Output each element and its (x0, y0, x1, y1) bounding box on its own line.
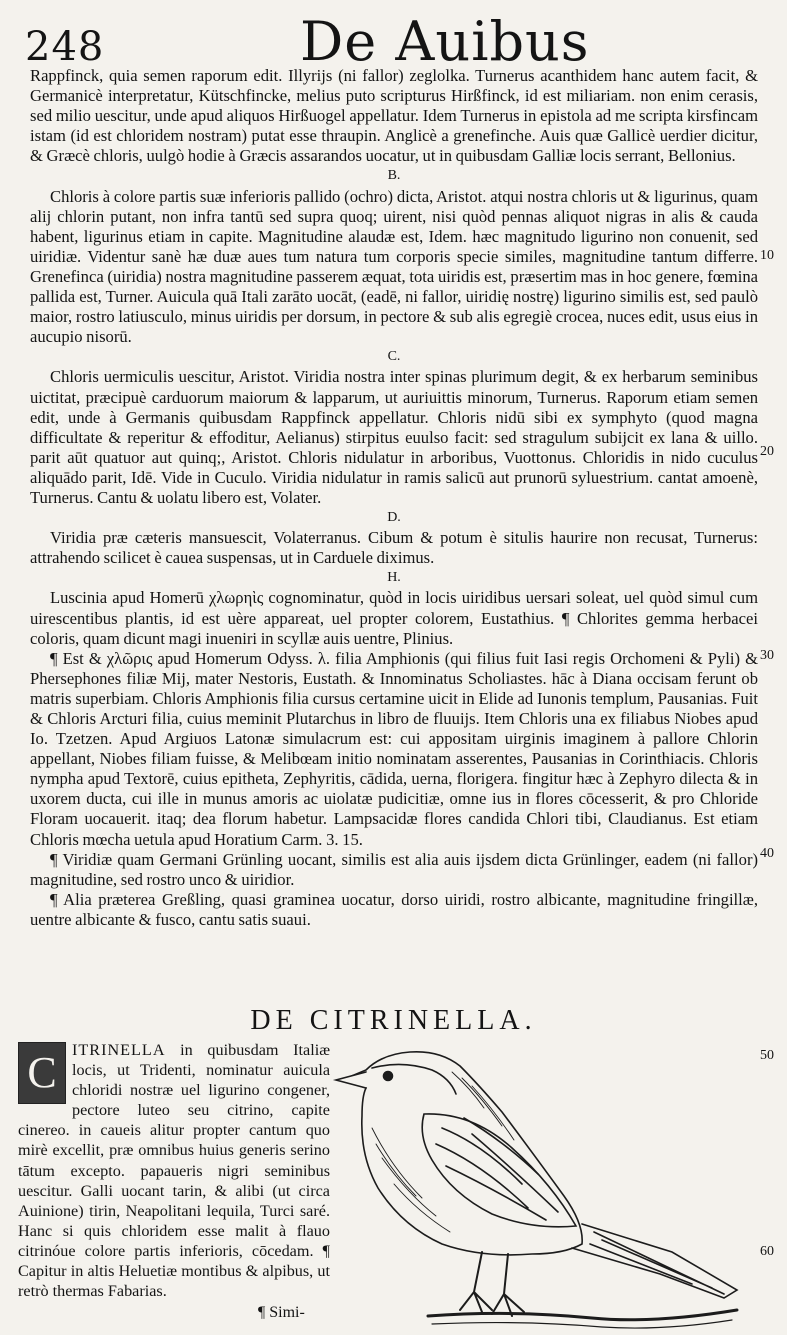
citrinella-body: in quibusdam Italiæ locis, ut Tridenti, nominatur auicula chloridi nostræ uel ligurino congener, pectore luteo seu citrino, capite cinereo. in caueis alitur propter cantum quo mirè excellit, præ omnibus huius generis serino tātum excepto. papaueris nigri seminibus uescitur. Galli uocant tarin, & alibi (ut circa Auinione) tirin, Neapolitani lequila, Turci saré. Hanc si quis chloridem esse malit à flauo citrinóue colore partis inferioris, cōcedam. ¶ Capitur in altis Heluetiæ montibus & alpibus, ut retrò thermas Fabarias. (18, 1041, 330, 1301)
citrinella-woodcut (332, 1048, 742, 1333)
gruenling-paragraph: ¶ Viridiæ quam Germani Grünling uocant, similis est alia auis ijsdem dicta Grünlinger, eadem (ni fallor) magnitudine, sed rostro unco & uiridior. (30, 849, 758, 889)
margin-line-number: 40 (760, 846, 774, 861)
margin-line-number: 10 (760, 248, 774, 263)
catchword: ¶ Simi- (258, 1304, 305, 1321)
chapter-title: DE CITRINELLA. (250, 1005, 537, 1036)
page-number: 248 (25, 24, 105, 70)
section-label-d: D. (387, 510, 401, 526)
margin-line-number: 50 (760, 1048, 774, 1063)
margin-line-number: 20 (760, 444, 774, 459)
section-label-c: C. (387, 349, 401, 365)
section-h-paragraph: Luscinia apud Homerū χλωρηὶς cognominatur, quòd in locis uiridibus uersari soleat, uel quòd simul cum uirescentibus plantis, id est uère appareat, uel propter colorem, Eustathius. ¶ Chlorites gemma herbacei coloris, quam dicunt magi inueniri in scyllæ auis uentre, Plinius. (30, 588, 758, 648)
running-head: De Auibus (300, 10, 590, 73)
citrinella-text (18, 1040, 330, 1301)
section-label-h: H. (387, 570, 401, 586)
section-d-paragraph: Viridia præ cæteris mansuescit, Volaterranus. Cibum & potum è situlis haurire non recusat, Turnerus: attrahendo scilicet è cauea suspensas, ut in Carduele diximus. (30, 528, 758, 568)
margin-line-number: 30 (760, 648, 774, 663)
citrinella-lead-word: ITRINELLA (72, 1041, 166, 1059)
main-text (30, 66, 758, 930)
section-c-paragraph: Chloris uermiculis uescitur, Aristot. Viridia nostra inter spinas plurimum degit, & ex herbarum seminibus uictitat, præcipuè carduorum maiorum & lapparum, ut auriuittis minorum, Turnerus. Raporum etiam semen edit, unde à Germanis quibusdam Rappfinck appellatur. Chloris nidū sibi ex symphyto (quod magna difficultate & reperitur & effoditur, Aelianus) stirpitus euulso facit: sed stragulum subijcit ex lana & uillo. parit aūt quatuor aut quinq;, Aristot. Chloris nidulatur in arboribus, Vuottonus. Chloridis in nido cuculus aliquādo parit, Idē. Vide in Cuculo. Viridia nidulatur in ramis salicū aut prunorū syluestrium. cantat amoenè, Turnerus. Cantu & uolatu libero est, Volater. (30, 367, 758, 507)
dropcap-initial: C (18, 1042, 66, 1104)
gresling-paragraph: ¶ Alia præterea Greßling, quasi graminea uocatur, dorso uiridi, rostro albicante, magnitudine fringillæ, uentre albicante & fusco, cantu satis suaui. (30, 889, 758, 929)
section-b-paragraph: Chloris à colore partis suæ inferioris pallido (ochro) dicta, Aristot. atqui nostra chloris ut & ligurinus, quam alij chlorin putant, non infra tantū sed supra quoq; uirent, nisi quòd pennas aliquot nigras in alis & cauda habent, ligurinus etiam in capite. Magnitudine alaudæ est, Idem. hæc magnitudo ligurino non conuenit, sed uiridiæ. Videntur sanè hæ duæ aues tum natura tum corporis specie similes, magnitudine tantum differre. Grenefinca (uiridia) nostra magnitudine passerem æquat, tota uiridis est, præsertim mas in hoc genere, fœmina pallida est, Turner. Auicula quā Itali zarāto uocāt, (eadē, ni fallor, uiridię nostrę) ligurino similis est, sed paulò maior, rostro latiusculo, minus uiridis per dorsum, in pectore & sub alis egregiè crocea, nuces edit, usus eius in aucupio nisorū. (30, 186, 758, 347)
intro-paragraph: Rappfinck, quia semen raporum edit. Illyrijs (ni fallor) zeglolka. Turnerus acanthidem hanc autem facit, & Germanicè interpretatur, Kütschfincke, melius puto scripturus Hirßfinck, id est miliariam. non enim cerasis, sed milio uescitur, unde apud aliquos Hirßuogel appellatur. Idem Turnerus in epistola ad me scripta kirsfincam istam (id est chloridem nostram) putat esse thraupin. Anglicè a grenefinche. Auis quæ Gallicè uerdier dicitur, & Græcè chloris, uulgò hodie à Græcis assarandos uocatur, ut in quibusdam Galliæ locis serrant, Bellonius. (30, 66, 758, 166)
names-paragraph: ¶ Est & χλῶρις apud Homerum Odyss. λ. filia Amphionis (qui filius fuit Iasi regis Orchomeni & Pyli) & Phersephones filiæ Mij, mater Nestoris, Eustath. & Innominatus Scholiastes. hāc à Diana occisam ferunt ob matris superbiam. Chloris Amphionis filia cursus certamine uicit in Elide ad Iunonis templum, Pausanias. Fuit & Chloris Arcturi filia, cuius meminit Plutarchus in libro de fluuijs. Item Chloris una ex filiabus Niobes apud Io. Tzetzen. Apud Argiuos Latonæ simulacrum est: cui appositam uirginis imaginem à pallore Chlorin appellant, Niobes filiam fuisse, & Melibœam initio nominatam asserentes, Pausanias in Corinthiacis. Chloris nympha apud Textorē, cuius epitheta, Zephyritis, cādida, uerna, florigera. fingitur hæc à Zephyro dilecta & in uxorem ducta, cui ille in munus amoris ac uiolatæ pudicitiæ, omne ius in flores cōcesserit, & pro Chloride Floram uocauerit. itaq; dea florum habetur. Lampsacidæ flores candida Chlori tibi, Claudianus. Est etiam Chloris mœcha uetula apud Horatium Carm. 3. 15. (30, 648, 758, 849)
margin-line-number: 60 (760, 1244, 774, 1259)
section-label-b: B. (387, 168, 401, 184)
